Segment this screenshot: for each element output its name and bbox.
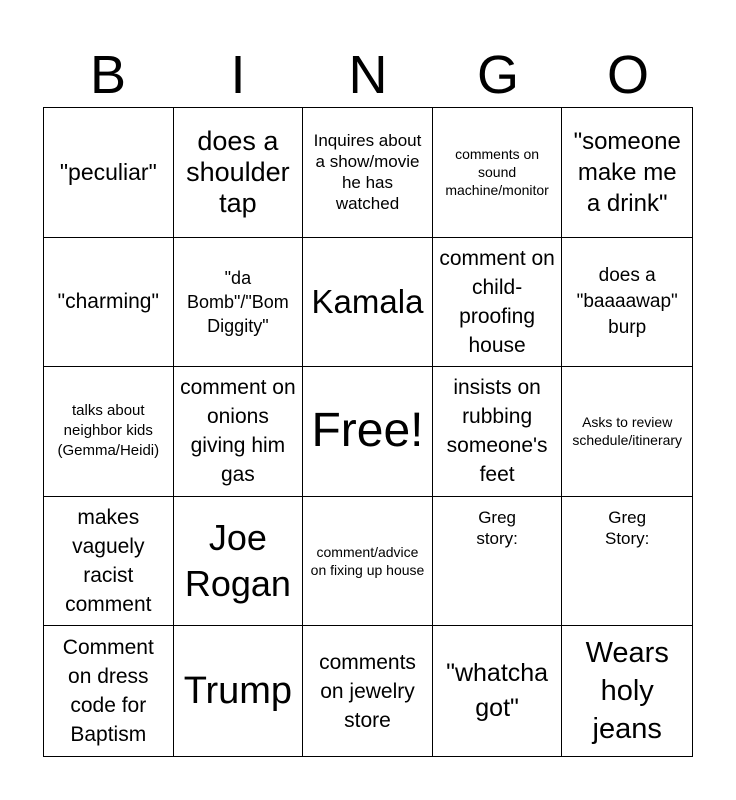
bingo-cell[interactable]	[44, 367, 174, 497]
header-letter-g: G	[476, 45, 519, 105]
bingo-cell[interactable]	[433, 367, 563, 497]
cell-text: comment on child-proofing house	[439, 246, 555, 357]
cell-text: Trump	[183, 670, 293, 713]
bingo-cell[interactable]	[174, 497, 304, 627]
bingo-cell[interactable]	[174, 108, 304, 238]
cell-text: comment/advice on fixing up house	[310, 544, 425, 579]
bingo-cell[interactable]	[44, 626, 174, 756]
cell-text: Asks to review schedule/itinerary	[572, 414, 683, 449]
bingo-cell[interactable]	[303, 626, 433, 756]
cell-text: comments on sound machine/monitor	[445, 146, 549, 199]
bingo-cell[interactable]	[562, 497, 692, 627]
cell-text: does a "baaaawap" burp	[576, 264, 678, 338]
cell-text: "someone make me a drink"	[573, 127, 681, 217]
bingo-cell[interactable]	[44, 497, 174, 627]
bingo-header	[43, 44, 693, 106]
cell-text: "charming"	[57, 290, 159, 314]
bingo-cell[interactable]	[174, 238, 304, 368]
cell-text: does a shoulder tap	[186, 125, 290, 218]
bingo-cell[interactable]	[303, 238, 433, 368]
header-letter-i: I	[230, 45, 246, 105]
cell-text: Comment on dress code for Baptism	[62, 636, 154, 747]
cell-text: insists on rubbing someone's feet	[446, 376, 548, 487]
bingo-cell[interactable]	[562, 367, 692, 497]
header-letter-o: O	[606, 45, 649, 105]
bingo-cell[interactable]	[303, 108, 433, 238]
cell-text: comments on jewelry store	[319, 650, 416, 732]
bingo-cell[interactable]	[433, 626, 563, 756]
bingo-cell[interactable]	[433, 108, 563, 238]
cell-text: "da Bomb"/"Bom Diggity"	[186, 267, 289, 336]
bingo-cell[interactable]	[303, 497, 433, 627]
header-letter-n: N	[348, 45, 388, 105]
cell-text: Free!	[311, 404, 424, 458]
cell-text: "peculiar"	[59, 158, 157, 185]
bingo-cell[interactable]	[174, 626, 304, 756]
bingo-cell free-cell[interactable]	[303, 367, 433, 497]
cell-text: Greg story:	[476, 507, 518, 548]
cell-text: Joe Rogan	[184, 517, 291, 605]
header-letter-b: B	[89, 45, 127, 105]
cell-text: Inquires about a show/movie he has watched	[313, 131, 422, 214]
bingo-cell[interactable]	[562, 238, 692, 368]
cell-text: makes vaguely racist comment	[65, 506, 152, 617]
bingo-cell[interactable]	[433, 497, 563, 627]
cell-text: talks about neighbor kids (Gemma/Heidi)	[57, 402, 160, 460]
bingo-cell[interactable]	[44, 238, 174, 368]
cell-text: Kamala	[311, 282, 424, 320]
cell-text: Wears holy jeans	[585, 637, 669, 746]
bingo-cell[interactable]	[562, 108, 692, 238]
cell-text: Greg Story:	[604, 507, 650, 548]
bingo-cell[interactable]	[44, 108, 174, 238]
bingo-cell[interactable]	[433, 238, 563, 368]
bingo-grid	[43, 107, 693, 757]
cell-text: comment on onions giving him gas	[180, 376, 296, 487]
cell-text: "whatcha got"	[446, 659, 549, 723]
bingo-cell[interactable]	[174, 367, 304, 497]
bingo-cell[interactable]	[562, 626, 692, 756]
